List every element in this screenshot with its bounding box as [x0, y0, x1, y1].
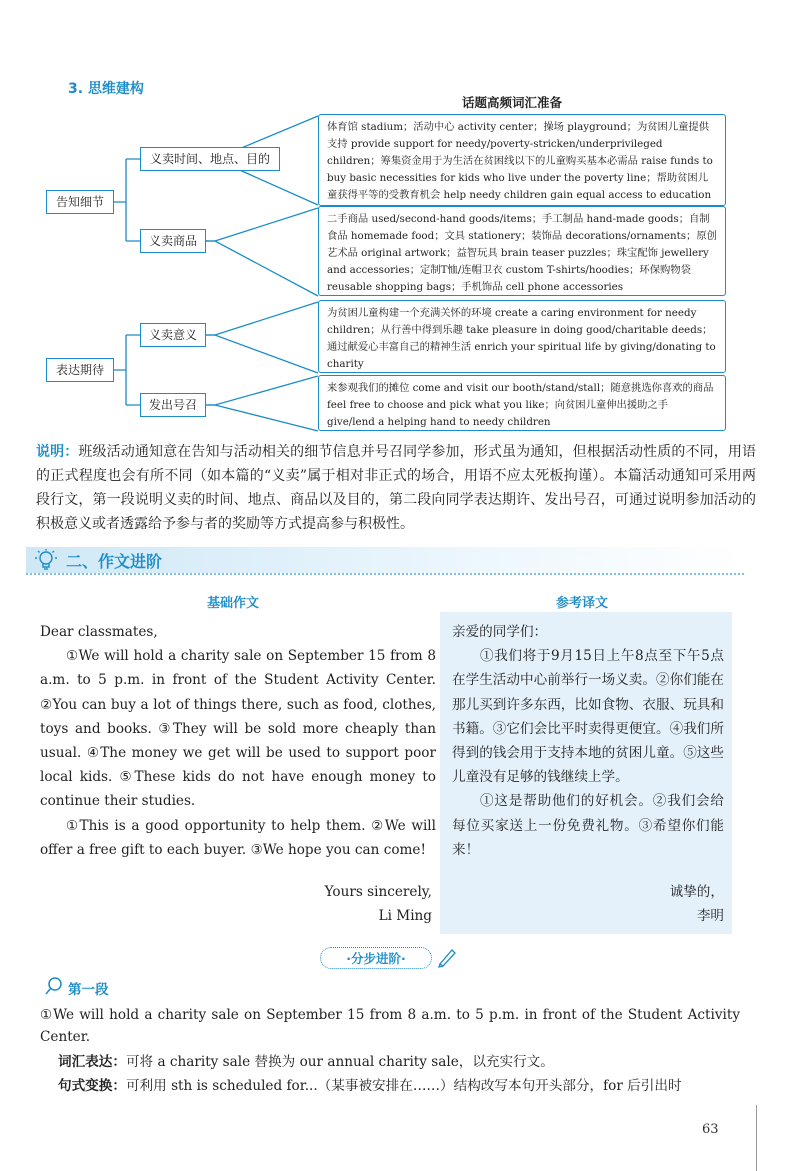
translation-text	[452, 620, 724, 928]
vocab-title: 话题高频词汇准备	[462, 95, 563, 110]
essay-salutation: Dear classmates,	[40, 624, 158, 640]
basic-essay-heading: 基础作文	[207, 596, 260, 611]
section-title: 思维建构	[87, 81, 144, 97]
essay-paragraph-2: ①This is a good opportunity to help them. ②We will offer a free gift to each buyer. ③We hope you can come!	[40, 817, 436, 858]
essay-signature: Li Ming	[378, 908, 432, 925]
pen-icon	[436, 946, 458, 968]
section-number: 3.	[68, 81, 84, 97]
translation-paragraph-1: ①我们将于9月15日上午8点至下午5点在学生活动中心前举行一场义卖。②你们能在那儿买到许多东西，比如食物、衣服、玩具和书籍。③它们会比平时卖得更便宜。④我们所得到的钱会用于支持本地的贫困儿童。⑤这些儿童没有足够的钱继续上学。	[452, 648, 724, 786]
basic-essay	[40, 620, 436, 928]
mindmap-item-significance: 义卖意义	[140, 323, 206, 347]
translation-signature: 李明	[696, 908, 724, 925]
sentence-pattern-label: 句式变换：	[58, 1078, 126, 1094]
page-number: 63	[702, 1122, 719, 1137]
step-paragraph-heading: 第一段	[68, 982, 109, 998]
sentence-pattern	[58, 1075, 748, 1097]
vocab-expression	[58, 1051, 748, 1073]
translation-closing: 诚挚的，	[669, 884, 724, 901]
step-sentence: ①We will hold a charity sale on September 15 from 8 a.m. to 5 p.m. in front of the Student Activity Center.	[40, 1007, 740, 1045]
essay-closing: Yours sincerely,	[324, 884, 432, 901]
sentence-pattern-text: 可利用 sth is scheduled for...（某事被安排在……）结构改写本句开头部分，for 后引出时	[125, 1078, 682, 1094]
translation-paragraph-2: ①这是帮助他们的好机会。②我们会给每位买家送上一份免费礼物。③希望你们能来！	[452, 793, 724, 858]
mindmap-group-inform-details: 告知细节	[46, 190, 114, 214]
vocab-expression-text: 可将 a charity sale 替换为 our annual charity sale，以充实行文。	[125, 1054, 554, 1070]
vocab-box-significance: 为贫困儿童构建一个充满关怀的环境 create a caring environment for needy children；从行善中得到乐趣 take pleasure in doing good/charitable deeds；通过献爱心丰富自己的精神生活 enrich your spiritual life by giving/donating to charity	[318, 300, 726, 373]
vocab-box-call-to-action: 来参观我们的摊位 come and visit our booth/stand/stall；随意挑选你喜欢的商品 feel free to choose and pick what you like；向贫困儿童伸出援助之手 give/lend a helping hand to needy children	[318, 375, 726, 431]
lightbulb-icon	[32, 548, 60, 572]
vocab-box-time-place-purpose: 体育馆 stadium；活动中心 activity center；操场 playground；为贫困儿童提供支持 provide support for needy/poverty-stricken/underprivileged children；筹集资金用于为生活在贫困线以下的儿童购买基本必需品 raise funds to buy basic necessities for kids who live under the poverty line；帮助贫困儿童获得平等的受教育机会 help needy children gain equal access to education	[318, 114, 726, 206]
page-number-rule	[756, 1105, 757, 1171]
magnifier-icon	[44, 976, 64, 996]
translation-heading: 参考译文	[556, 596, 609, 611]
mindmap-item-time-place-purpose: 义卖时间、地点、目的	[140, 147, 280, 171]
translation-salutation: 亲爱的同学们：	[452, 624, 548, 640]
vocab-box-goods: 二手商品 used/second-hand goods/items；手工制品 hand-made goods；自制食品 homemade food；文具 stationery；装饰品 decorations/ornaments；原创艺术品 original artwork；益智玩具 brain teaser puzzles；珠宝配饰 jewellery and accessories；定制T恤/连帽卫衣 custom T-shirts/hoodies；环保购物袋 reusable shopping bags；手机饰品 cell phone accessories	[318, 206, 726, 296]
section2-title: 二、作文进阶	[66, 552, 163, 571]
mindmap-item-call-to-action: 发出号召	[140, 393, 206, 417]
step-progress-label: ·分步进阶·	[320, 947, 432, 969]
mindmap-item-goods: 义卖商品	[140, 229, 206, 253]
vocab-expression-label: 词汇表达：	[58, 1054, 126, 1070]
note-label: 说明：	[36, 444, 79, 460]
mindmap-group-express-expectation: 表达期待	[46, 358, 114, 382]
essay-paragraph-1: ①We will hold a charity sale on September 15 from 8 a.m. to 5 p.m. in front of the Student Activity Center. ②You can buy a lot of things there, such as food, clothes, toys and books. ③They will be sold more cheaply than usual. ④The money we get will be used to support poor local kids. ⑤These kids do not have enough money to continue their studies.	[40, 648, 436, 810]
section2-banner	[26, 547, 744, 573]
explanation-note	[36, 440, 756, 536]
note-text: 班级活动通知意在告知与活动相关的细节信息并号召同学参加，形式虽为通知，但根据活动性质的不同，用语的正式程度也会有所不同（如本篇的“义卖”属于相对非正式的场合，用语不应太死板拘谨）。本篇活动通知可采用两段行文，第一段说明义卖的时间、地点、商品以及目的，第二段向同学表达期许、发出号召，可通过说明参加活动的积极意义或者透露给予参与者的奖励等方式提高参与积极性。	[36, 444, 757, 532]
